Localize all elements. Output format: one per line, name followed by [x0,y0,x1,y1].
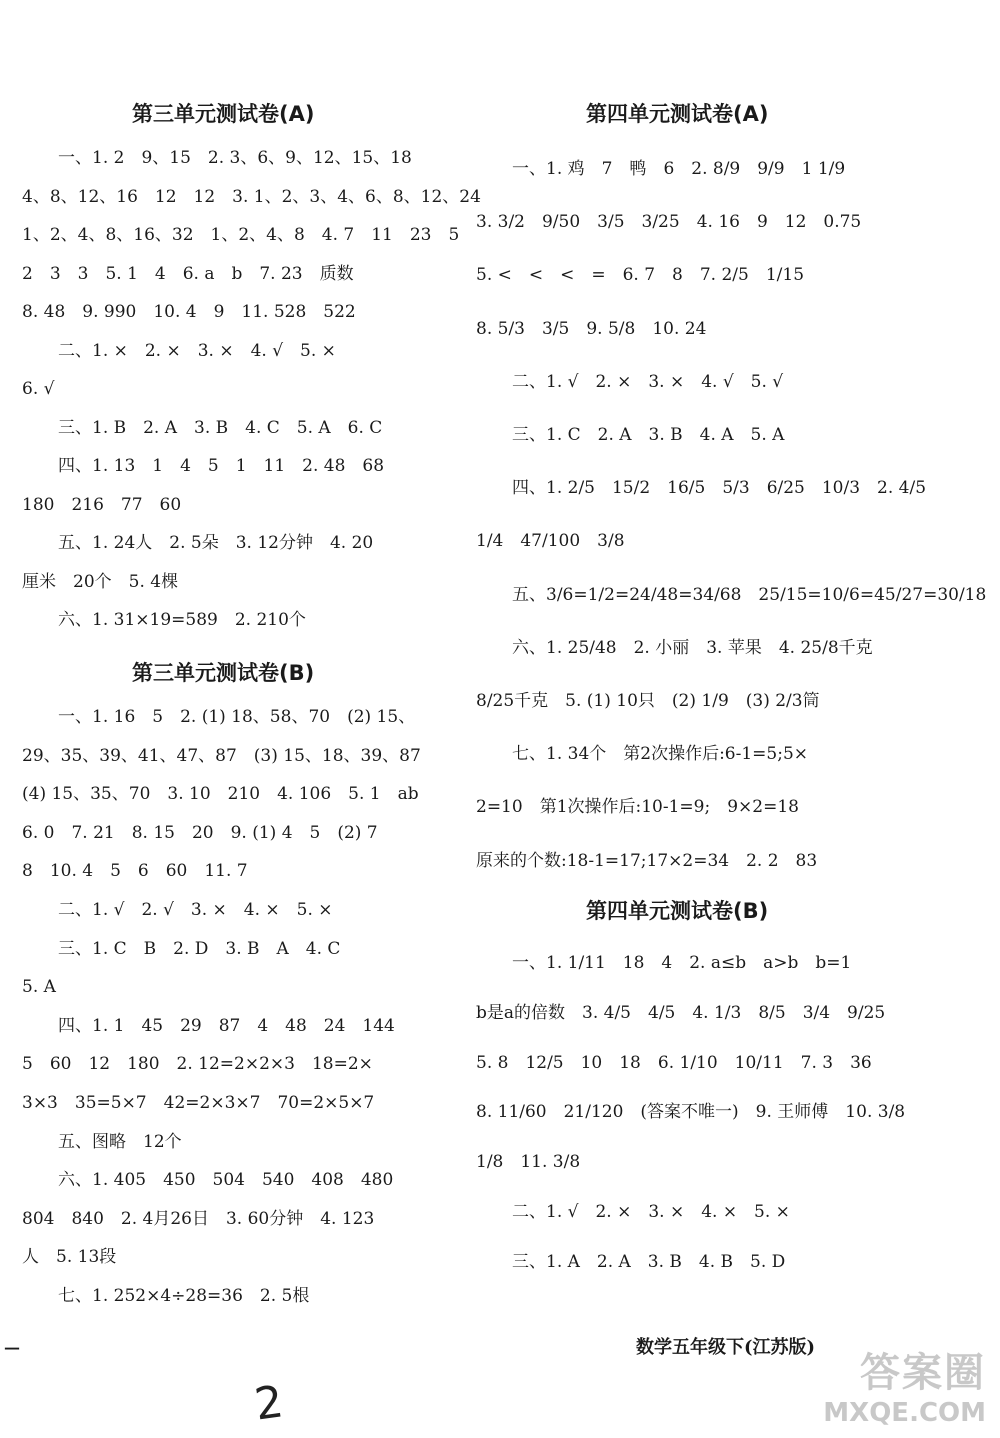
answer-line: 1、2、4、8、16、32 1、2、4、8 4. 7 11 23 5 [22,225,460,245]
answer-line: 1/4 47/100 3/8 [476,531,625,552]
answer-line: 804 840 2. 4月26日 3. 60分钟 4. 123 [22,1208,375,1229]
answer-line: 6. √ [22,379,55,399]
answer-line: 三、1. C B 2. D 3. B A 4. C [58,938,341,959]
unit4-testB-heading: 第四单元测试卷(B) [586,899,769,923]
answer-line: 1/8 11. 3/8 [476,1152,581,1173]
answer-line: 三、1. C 2. A 3. B 4. A 5. A [512,425,785,445]
answer-line: 3. 3/2 9/50 3/5 3/25 4. 16 9 12 0.75 [476,212,862,233]
answer-line: 5 60 12 180 2. 12=2×2×3 18=2× [22,1054,373,1075]
answer-line: 8 10. 4 5 6 60 11. 7 [22,861,248,882]
answer-line: 七、1. 34个 第2次操作后:6-1=5;5× [512,744,809,765]
answer-line: 5. < < < = 6. 7 8 7. 2/5 1/15 [476,265,805,286]
answer-line: 原来的个数:18-1=17;17×2=34 2. 2 83 [476,850,818,871]
unit3-testB-heading: 第三单元测试卷(B) [132,661,315,685]
answer-line: 8/25千克 5. (1) 10只 (2) 1/9 (3) 2/3筒 [476,691,820,711]
answer-line: 四、1. 2/5 15/2 16/5 5/3 6/25 10/3 2. 4/5 [512,478,927,499]
answer-line: 七、1. 252×4÷28=36 2. 5根 [58,1286,310,1306]
answer-line: (4) 15、35、70 3. 10 210 4. 106 5. 1 ab [22,784,419,805]
answer-line: 5. 8 12/5 10 18 6. 1/10 10/11 7. 3 36 [476,1052,872,1073]
answer-line: 四、1. 1 45 29 87 4 48 24 144 [58,1015,395,1036]
answer-line: 六、1. 25/48 2. 小丽 3. 苹果 4. 25/8千克 [512,637,873,658]
answer-line: 一、1. 2 9、15 2. 3、6、9、12、15、18 [58,148,412,168]
answer-line: 三、1. A 2. A 3. B 4. B 5. D [512,1251,786,1272]
watermark-top: 答案圈 [860,1350,986,1396]
answer-line: 2 3 3 5. 1 4 6. a b 7. 23 质数 [22,263,354,284]
answer-line: 5. A [22,977,56,998]
answer-line: 6. 0 7. 21 8. 15 20 9. (1) 4 5 (2) 7 [22,822,378,843]
answer-line: 8. 48 9. 990 10. 4 9 11. 528 522 [22,302,356,322]
answer-line: 29、35、39、41、47、87 (3) 15、18、39、87 [22,745,421,766]
answer-line: 厘米 20个 5. 4棵 [22,571,179,592]
answer-line: 五、图略 12个 [58,1131,182,1152]
answer-line: 二、1. × 2. × 3. × 4. √ 5. × [58,340,336,361]
answer-line: 人 5. 13段 [22,1247,117,1268]
answer-line: 8. 5/3 3/5 9. 5/8 10. 24 [476,318,707,339]
answer-line: 五、3/6=1/2=24/48=34/68 25/15=10/6=45/27=30/18 [512,584,987,605]
watermark-bottom: MXQE.COM [823,1398,986,1428]
answer-line: b是a的倍数 3. 4/5 4/5 4. 1/3 8/5 3/4 9/25 [476,1002,886,1023]
answer-line: 六、1. 31×19=589 2. 210个 [58,610,306,630]
watermark [823,1341,986,1428]
answer-line: 一、1. 鸡 7 鸭 6 2. 8/9 9/9 1 1/9 [512,159,846,179]
handwritten-mark: 2 [251,1376,287,1431]
answer-line: 3×3 35=5×7 42=2×3×7 70=2×5×7 [22,1093,375,1113]
answer-line: 二、1. √ 2. × 3. × 4. × 5. × [512,1202,790,1222]
answer-line: 一、1. 16 5 2. (1) 18、58、70 (2) 15、 [58,707,416,727]
answer-line: 4、8、12、16 12 12 3. 1、2、3、4、6、8、12、24 [22,186,481,207]
answer-line: 180 216 77 60 [22,494,182,515]
answer-line: 二、1. √ 2. √ 3. × 4. × 5. × [58,900,333,920]
book-title: 数学五年级下(江苏版) [636,1337,816,1358]
answer-line: 二、1. √ 2. × 3. × 4. √ 5. √ [512,371,784,392]
answer-line: 一、1. 1/11 18 4 2. a≤b a>b b=1 [512,953,852,973]
answer-line: 2=10 第1次操作后:10-1=9; 9×2=18 [476,797,799,818]
answer-line: 四、1. 13 1 4 5 1 11 2. 48 68 [58,456,385,476]
answer-line: 8. 11/60 21/120 (答案不唯一) 9. 王师傅 10. 3/8 [476,1102,906,1123]
page-number-mark: — [4,1338,20,1357]
answer-line: 五、1. 24人 2. 5朵 3. 12分钟 4. 20 [58,533,374,553]
unit4-testA-heading: 第四单元测试卷(A) [586,102,769,126]
answer-line: 三、1. B 2. A 3. B 4. C 5. A 6. C [58,417,383,438]
unit3-testA-heading: 第三单元测试卷(A) [132,102,315,126]
answer-line: 六、1. 405 450 504 540 408 480 [58,1170,394,1191]
